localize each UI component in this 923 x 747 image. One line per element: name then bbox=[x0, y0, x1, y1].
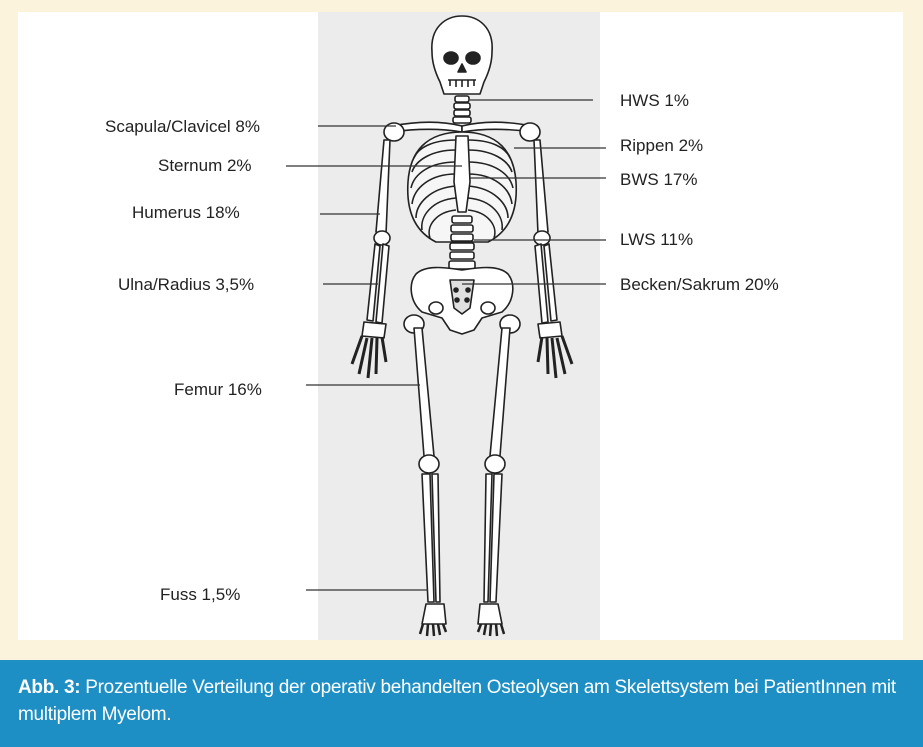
label-becken-sakrum: Becken/Sakrum 20% bbox=[620, 275, 779, 294]
sternum bbox=[454, 136, 470, 212]
figure-caption bbox=[18, 674, 898, 728]
shoulder-right bbox=[520, 123, 540, 141]
label-hws: HWS 1% bbox=[620, 91, 689, 110]
label-ulna-radius: Ulna/Radius 3,5% bbox=[118, 275, 255, 294]
caption-bar bbox=[0, 660, 923, 747]
label-humerus: Humerus 18% bbox=[132, 203, 240, 222]
cervical-spine bbox=[453, 96, 471, 123]
label-femur: Femur 16% bbox=[174, 380, 262, 399]
label-lws: LWS 11% bbox=[620, 230, 694, 249]
label-fuss: Fuss 1,5% bbox=[160, 585, 241, 604]
caption-prefix: Abb. 3: bbox=[18, 677, 81, 698]
skeleton-illustration bbox=[18, 12, 903, 640]
label-scapula-clavicel: Scapula/Clavicel 8% bbox=[105, 117, 260, 136]
skull bbox=[432, 16, 492, 94]
label-sternum: Sternum 2% bbox=[158, 156, 252, 175]
label-bws: BWS 17% bbox=[620, 170, 698, 189]
figure-panel bbox=[18, 12, 903, 640]
label-rippen: Rippen 2% bbox=[620, 136, 704, 155]
caption-body: Prozentuelle Verteilung der operativ behandelten Osteolysen am Skelettsystem bei PatientInnen mit multiplem Myelom. bbox=[18, 677, 896, 725]
